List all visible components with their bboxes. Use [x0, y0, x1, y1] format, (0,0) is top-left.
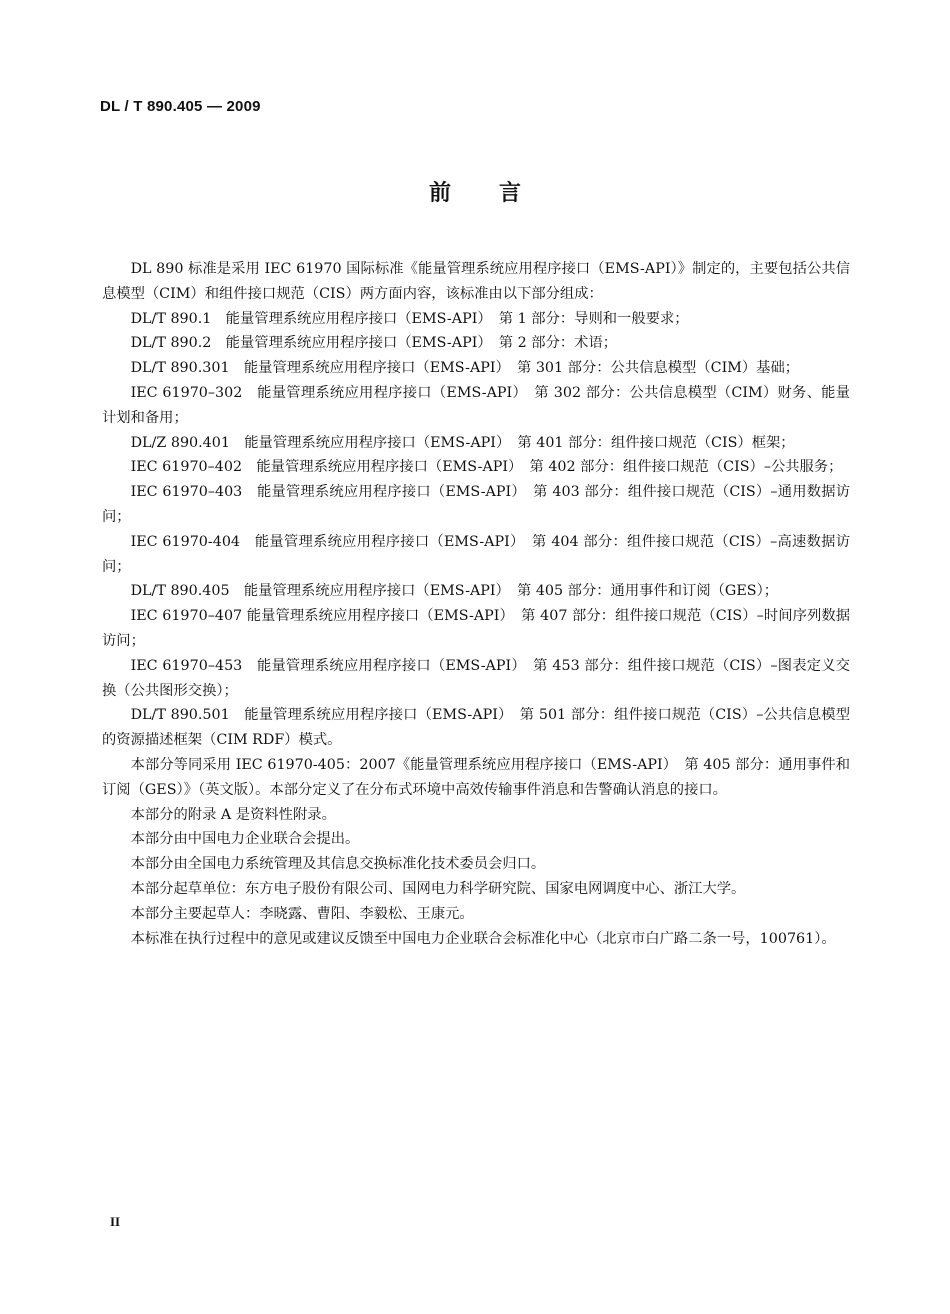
paragraph: DL/Z 890.401 能量管理系统应用程序接口（EMS-API） 第 401 部分：组件接口规范（CIS）框架；: [130, 434, 795, 451]
paragraph: 本标准在执行过程中的意见或建议反馈至中国电力企业联合会标准化中心（北京市白广路二条一号，100761）。: [130, 930, 836, 947]
paragraph: DL/T 890.2 能量管理系统应用程序接口（EMS-API） 第 2 部分：术语；: [130, 335, 618, 352]
paragraph: 本部分由中国电力企业联合会提出。: [130, 831, 360, 848]
paragraph: 本部分起草单位：东方电子股份有限公司、国网电力科学研究院、国家电网调度中心、浙江大学。: [130, 880, 746, 897]
paragraph: IEC 61970–402 能量管理系统应用程序接口（EMS-API） 第 402 部分：组件接口规范（CIS）–公共服务；: [130, 459, 843, 476]
page-number: II: [110, 1214, 121, 1229]
paragraph: DL/T 890.1 能量管理系统应用程序接口（EMS-API） 第 1 部分：导则和一般要求；: [130, 310, 689, 327]
paragraph: DL/T 890.501 能量管理系统应用程序接口（EMS-API） 第 501 部分：组件接口规范（CIS）–公共信息模型的资源描述框架（CIM RDF）模式。: [102, 707, 850, 749]
paragraph: 本部分主要起草人：李晓露、曹阳、李毅松、王康元。: [130, 905, 474, 922]
page-title-char-1: 前: [428, 181, 451, 206]
preface-body: [102, 257, 850, 951]
paragraph: 本部分的附录 A 是资料性附录。: [130, 806, 336, 823]
paragraph: IEC 61970–453 能量管理系统应用程序接口（EMS-API） 第 453 部分：组件接口规范（CIS）–图表定义交换（公共图形交换）；: [102, 657, 850, 699]
page-title: [0, 176, 950, 207]
paragraph: 本部分等同采用 IEC 61970-405：2007《能量管理系统应用程序接口（EMS-API） 第 405 部分：通用事件和订阅（GES）》（英文版）。本部分定义了在分布式环境中高效传输事件消息和告警确认消息的接口。: [102, 756, 850, 798]
page-title-char-2: 言: [499, 181, 522, 206]
paragraph: IEC 61970–407 能量管理系统应用程序接口（EMS-API） 第 407 部分：组件接口规范（CIS）–时间序列数据访问；: [102, 608, 850, 649]
paragraph: IEC 61970–403 能量管理系统应用程序接口（EMS-API） 第 403 部分：组件接口规范（CIS）–通用数据访问；: [102, 484, 850, 525]
paragraph: IEC 61970-404 能量管理系统应用程序接口（EMS-API） 第 404 部分：组件接口规范（CIS）–高速数据访问；: [102, 533, 850, 575]
paragraph: IEC 61970–302 能量管理系统应用程序接口（EMS-API） 第 302 部分：公共信息模型（CIM）财务、能量计划和备用；: [102, 384, 850, 426]
paragraph: DL/T 890.405 能量管理系统应用程序接口（EMS-API） 第 405 部分：通用事件和订阅（GES）；: [130, 583, 779, 600]
paragraph: 本部分由全国电力系统管理及其信息交换标准化技术委员会归口。: [130, 856, 546, 873]
document-number: DL / T 890.405 — 2009: [100, 98, 261, 115]
paragraph: DL/T 890.301 能量管理系统应用程序接口（EMS-API） 第 301 部分：公共信息模型（CIM）基础；: [130, 360, 800, 377]
paragraph: DL 890 标准是采用 IEC 61970 国际标准《能量管理系统应用程序接口（EMS-API）》制定的，主要包括公共信息模型（CIM）和组件接口规范（CIS）两方面内容，该标准由以下部分组成：: [102, 261, 850, 302]
